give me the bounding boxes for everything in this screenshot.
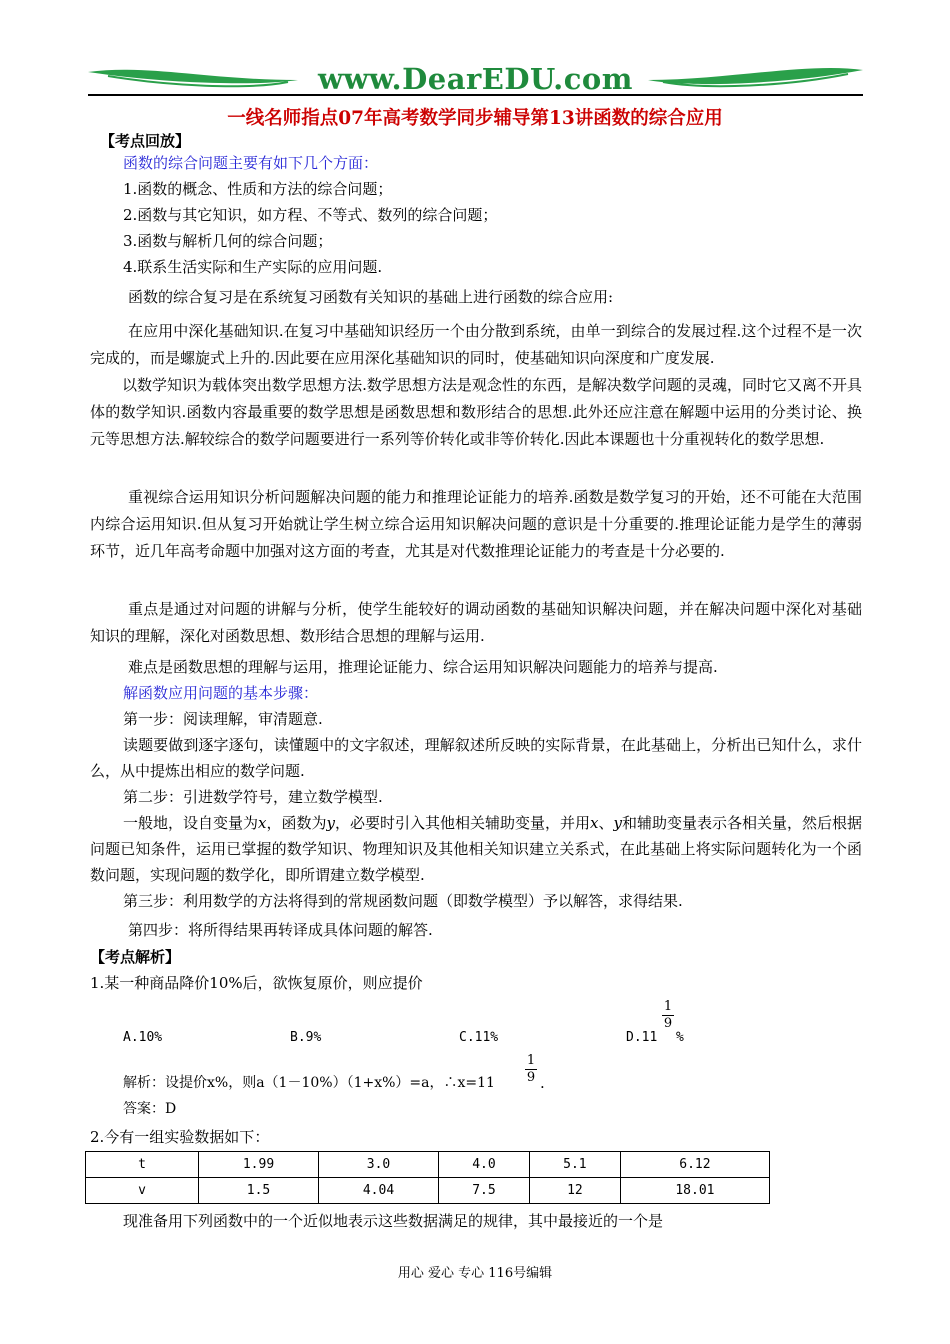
table-cell: 1.5 [199, 1178, 319, 1204]
steps-heading: 解函数应用问题的基本步骤： [123, 684, 319, 702]
option-d: D.11 [626, 1030, 658, 1045]
paragraph: 函数的综合复习是在系统复习函数有关知识的基础上进行函数的综合应用: [128, 288, 614, 306]
table-cell: 12 [529, 1178, 620, 1204]
paragraph: 在应用中深化基础知识.在复习中基础知识经历一个由分散到系统，由单一到综合的发展过程.这个过程不是一次完成的，而是螺旋式上升的.因此要在应用深化基础知识的同时，使基础知识向深度和广度发展. [90, 322, 862, 367]
question-2-followup: 现准备用下列函数中的一个近似地表示这些数据满足的规律，其中最接近的一个是 [123, 1212, 664, 1230]
intro-line: 4.联系生活实际和生产实际的应用问题. [123, 258, 383, 276]
question-1-answer: 答案：D [123, 1101, 177, 1117]
intro-line: 3.函数与解析几何的综合问题； [123, 232, 333, 250]
table-cell: 6.12 [620, 1152, 769, 1178]
option-a: A.10% [123, 1030, 163, 1045]
step-title: 第一步：阅读理解，审清题意. [123, 710, 323, 728]
step-title: 第三步：利用数学的方法将得到的常规函数问题（即数学模型）予以解答，求得结果. [123, 892, 683, 910]
option-d-fraction: 1 9 [663, 999, 673, 1031]
table-cell: v [86, 1178, 199, 1204]
table-cell: 1.99 [199, 1152, 319, 1178]
paragraph: 难点是函数思想的理解与运用，推理论证能力、综合运用知识解决问题能力的培养与提高. [128, 658, 718, 676]
paragraph: 以数学知识为载体突出数学思想方法.数学思想方法是观念性的东西，是解决数学问题的灵魂，同时它又离不开具体的数学知识.函数内容最重要的数学思想是函数思想和数形结合的思想.此外还应注意在解题中运用的分类讨论、换元等思想方法.解较综合的数学问题要进行一系列等价转化或非等价转化.因此本课题也十分重视转化的数学思想. [90, 376, 862, 448]
step-text: 读题要做到逐字逐句，读懂题中的文字叙述，理解叙述所反映的实际背景，在此基础上，分析出已知什么，求什么，从中提炼出相应的数学问题. [90, 736, 862, 780]
option-c: C.11% [459, 1030, 499, 1045]
table-row [86, 1178, 770, 1204]
paragraph: 重视综合运用知识分析问题解决问题的能力和推理论证能力的培养.函数是数学复习的开始，还不可能在大范围内综合运用知识.但从复习开始就让学生树立综合运用知识解决问题的意识是十分重要的.推理论证能力是学生的薄弱环节，近几年高考命题中加强对这方面的考查，尤其是对代数推理论证能力的考查是十分必要的. [90, 488, 862, 560]
section-heading-analysis: 【考点解析】 [90, 948, 181, 966]
step-text: 一般地，设自变量为x，函数为y，必要时引入其他相关辅助变量，并用x、y和辅助变量表示各相关量，然后根据问题已知条件，运用已掌握的数学知识、物理知识及其他相关知识建立关系式，在此基础上将实际问题转化为一个函数问题，实现问题的数学化，即所谓建立数学模型. [90, 814, 862, 884]
question-1-stem: 1.某一种商品降价10%后，欲恢复原价，则应提价 [90, 974, 423, 992]
step-title: 第二步：引进数学符号，建立数学模型. [123, 788, 383, 806]
question-1-analysis: 解析：设提价x%，则a（1－10%）（1+x%）=a，∴x=11 [123, 1075, 495, 1091]
question-2-stem: 2.今有一组实验数据如下： [90, 1128, 270, 1146]
table-cell: 3.0 [319, 1152, 439, 1178]
analysis-fraction: 1 9 [526, 1053, 536, 1085]
table-cell: 7.5 [439, 1178, 530, 1204]
header-rule [88, 94, 863, 96]
intro-line: 1.函数的概念、性质和方法的综合问题； [123, 180, 393, 198]
table-cell: 5.1 [529, 1152, 620, 1178]
section-heading-review: 【考点回放】 [100, 132, 191, 150]
site-logo-text: www.DearEDU.com [318, 62, 633, 96]
data-table [85, 1151, 770, 1204]
table-row [86, 1152, 770, 1178]
intro-line: 2.函数与其它知识，如方程、不等式、数列的综合问题； [123, 206, 498, 224]
document-title: 一线名师指点07年高考数学同步辅导第13讲函数的综合应用 [227, 108, 723, 129]
intro-line: 函数的综合问题主要有如下几个方面： [123, 154, 379, 172]
option-b: B.9% [290, 1030, 322, 1045]
table-cell: 4.0 [439, 1152, 530, 1178]
step-title: 第四步：将所得结果再转译成具体问题的解答. [128, 921, 433, 939]
table-cell: t [86, 1152, 199, 1178]
analysis-period: . [540, 1074, 545, 1092]
paragraph: 重点是通过对问题的讲解与分析，使学生能较好的调动函数的基础知识解决问题，并在解决问题中深化对基础知识的理解，深化对函数思想、数形结合思想的理解与运用. [90, 600, 862, 645]
page-footer: 用心 爱心 专心 116号编辑 [397, 1266, 553, 1281]
option-d-percent: % [676, 1030, 684, 1045]
table-cell: 4.04 [319, 1178, 439, 1204]
table-cell: 18.01 [620, 1178, 769, 1204]
